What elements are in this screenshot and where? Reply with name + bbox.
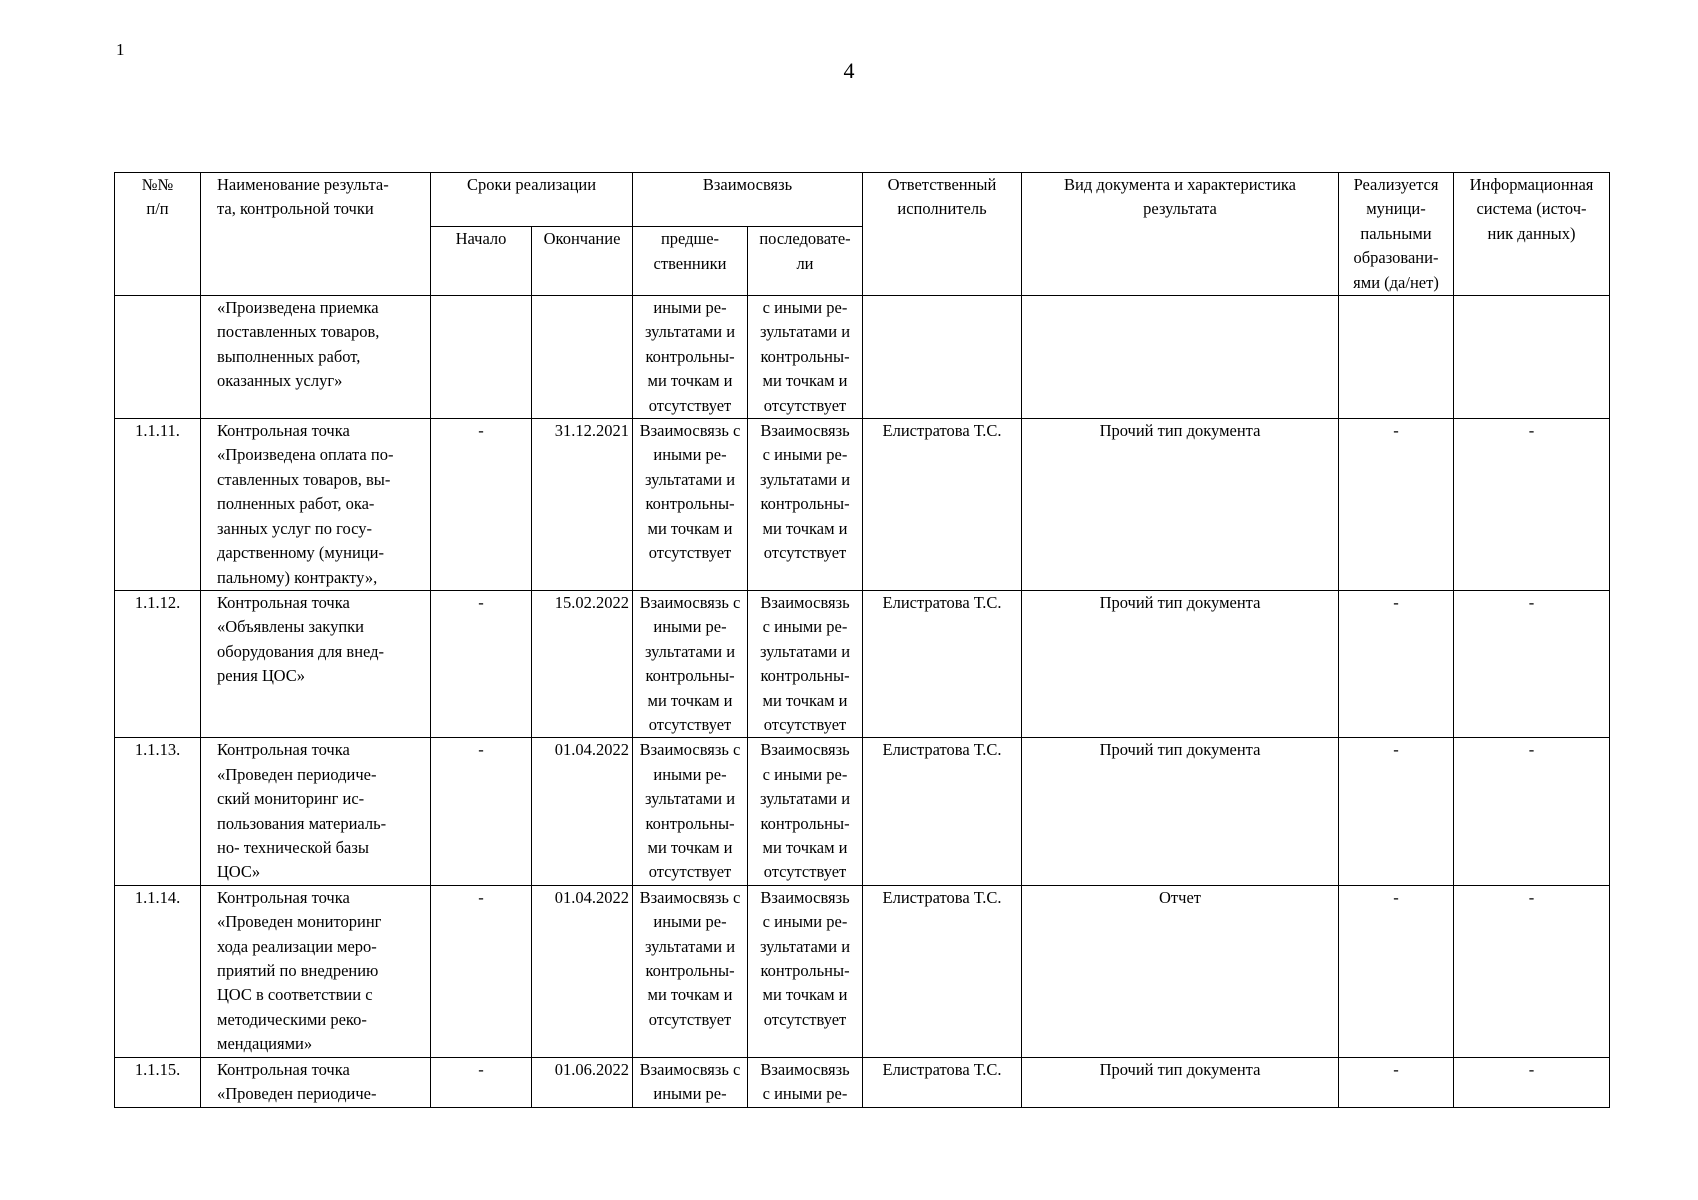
header-start: Начало xyxy=(431,227,532,296)
row-num: 1.1.15. xyxy=(115,1057,201,1107)
row-start: - xyxy=(431,885,532,1057)
row-municipal: - xyxy=(1339,885,1454,1057)
row-responsible: Елистратова Т.С. xyxy=(863,590,1022,737)
header-relation: Взаимосвязь xyxy=(633,173,863,227)
row-end: 31.12.2021 xyxy=(532,419,633,591)
row-end xyxy=(532,296,633,419)
row-predecessors: Взаимосвязь с иными ре- зультатами и контрольны- ми точкам и отсутствует xyxy=(633,419,748,591)
header-municipal: Реализуется муници- пальными образовани- ями (да/нет) xyxy=(1339,173,1454,296)
row-name: Контрольная точка «Проведен периодиче- xyxy=(201,1057,431,1107)
row-info-system: - xyxy=(1454,590,1610,737)
row-document xyxy=(1022,296,1339,419)
row-end: 15.02.2022 xyxy=(532,590,633,737)
row-successors: с иными ре- зультатами и контрольны- ми точкам и отсутствует xyxy=(748,296,863,419)
row-end: 01.04.2022 xyxy=(532,738,633,885)
row-document: Отчет xyxy=(1022,885,1339,1057)
row-predecessors: Взаимосвязь с иными ре- зультатами и контрольны- ми точкам и отсутствует xyxy=(633,590,748,737)
row-document: Прочий тип документа xyxy=(1022,419,1339,591)
row-num: 1.1.12. xyxy=(115,590,201,737)
row-responsible: Елистратова Т.С. xyxy=(863,419,1022,591)
row-successors: Взаимосвязь с иными ре- xyxy=(748,1057,863,1107)
row-municipal: - xyxy=(1339,590,1454,737)
row-name: «Произведена приемка поставленных товаров, выполненных работ, оказанных услуг» xyxy=(201,296,431,419)
row-name: Контрольная точка «Проведен мониторинг хода реализации меро- приятий по внедрению ЦОС в соответствии с методическими реко- мендациями» xyxy=(201,885,431,1057)
row-start: - xyxy=(431,738,532,885)
table-row xyxy=(115,419,1610,591)
row-municipal: - xyxy=(1339,419,1454,591)
row-successors: Взаимосвязь с иными ре- зультатами и контрольны- ми точкам и отсутствует xyxy=(748,590,863,737)
header-successors: последовате- ли xyxy=(748,227,863,296)
row-num: 1.1.13. xyxy=(115,738,201,885)
table-row xyxy=(115,590,1610,737)
row-responsible: Елистратова Т.С. xyxy=(863,885,1022,1057)
row-predecessors: иными ре- зультатами и контрольны- ми точкам и отсутствует xyxy=(633,296,748,419)
row-info-system: - xyxy=(1454,419,1610,591)
row-info-system: - xyxy=(1454,1057,1610,1107)
header-num: №№ п/п xyxy=(115,173,201,296)
milestones-table xyxy=(114,172,1610,1108)
page-number: 4 xyxy=(843,58,855,83)
row-end: 01.06.2022 xyxy=(532,1057,633,1107)
row-successors: Взаимосвязь с иными ре- зультатами и контрольны- ми точкам и отсутствует xyxy=(748,738,863,885)
row-successors: Взаимосвязь с иными ре- зультатами и контрольны- ми точкам и отсутствует xyxy=(748,885,863,1057)
row-name: Контрольная точка «Объявлены закупки оборудования для внед- рения ЦОС» xyxy=(201,590,431,737)
header-predecessors: предше- ственники xyxy=(633,227,748,296)
row-document: Прочий тип документа xyxy=(1022,1057,1339,1107)
header-responsible: Ответственный исполнитель xyxy=(863,173,1022,296)
row-municipal: - xyxy=(1339,1057,1454,1107)
row-successors: Взаимосвязь с иными ре- зультатами и контрольны- ми точкам и отсутствует xyxy=(748,419,863,591)
table-row xyxy=(115,885,1610,1057)
row-start xyxy=(431,296,532,419)
row-end: 01.04.2022 xyxy=(532,885,633,1057)
header-info-system: Информационная система (источ- ник данных) xyxy=(1454,173,1610,296)
header-row-top xyxy=(115,173,1610,227)
row-info-system: - xyxy=(1454,885,1610,1057)
row-start: - xyxy=(431,1057,532,1107)
row-predecessors: Взаимосвязь с иными ре- зультатами и контрольны- ми точкам и отсутствует xyxy=(633,738,748,885)
row-num: 1.1.11. xyxy=(115,419,201,591)
row-predecessors: Взаимосвязь с иными ре- xyxy=(633,1057,748,1107)
row-municipal xyxy=(1339,296,1454,419)
row-responsible: Елистратова Т.С. xyxy=(863,738,1022,885)
table-row xyxy=(115,738,1610,885)
table-row xyxy=(115,296,1610,419)
header-end: Окончание xyxy=(532,227,633,296)
row-municipal: - xyxy=(1339,738,1454,885)
row-info-system: - xyxy=(1454,738,1610,885)
corner-number: 1 xyxy=(116,40,125,59)
row-document: Прочий тип документа xyxy=(1022,590,1339,737)
row-num xyxy=(115,296,201,419)
row-document: Прочий тип документа xyxy=(1022,738,1339,885)
header-document: Вид документа и характеристика результата xyxy=(1022,173,1339,296)
row-predecessors: Взаимосвязь с иными ре- зультатами и контрольны- ми точкам и отсутствует xyxy=(633,885,748,1057)
row-start: - xyxy=(431,590,532,737)
row-name: Контрольная точка «Произведена оплата по- ставленных товаров, вы- полненных работ, ока- занных услуг по госу- дарственному (муници- пальному) контракту», xyxy=(201,419,431,591)
row-responsible xyxy=(863,296,1022,419)
row-responsible: Елистратова Т.С. xyxy=(863,1057,1022,1107)
row-start: - xyxy=(431,419,532,591)
header-terms: Сроки реализации xyxy=(431,173,633,227)
row-name: Контрольная точка «Проведен периодиче- ский мониторинг ис- пользования материаль- но- технической базы ЦОС» xyxy=(201,738,431,885)
table-row xyxy=(115,1057,1610,1107)
row-info-system xyxy=(1454,296,1610,419)
row-num: 1.1.14. xyxy=(115,885,201,1057)
header-name: Наименование результа- та, контрольной точки xyxy=(201,173,431,296)
